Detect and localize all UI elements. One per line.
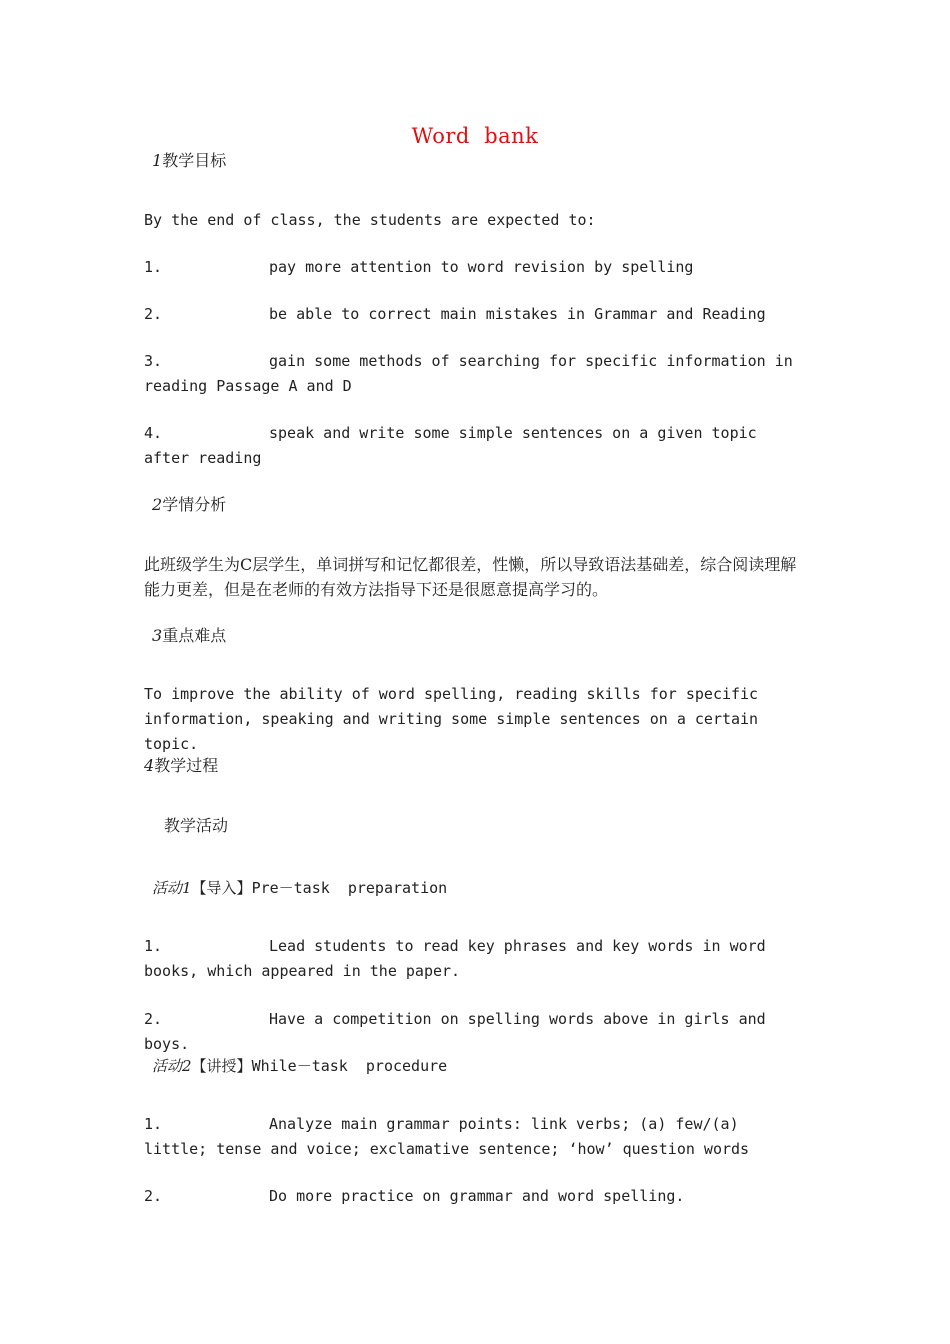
item-number: 1. <box>144 937 163 955</box>
section-number: 2 <box>152 495 163 514</box>
objective-item <box>144 302 794 327</box>
document-title: Word bank <box>411 124 539 148</box>
item-text: gain some methods of searching for specific information in reading Passage A and D <box>144 352 793 395</box>
objective-item <box>144 421 794 471</box>
item-text: Do more practice on grammar and word spelling. <box>269 1187 685 1205</box>
item-text: Analyze main grammar points: link verbs; (a) few/(a) little; tense and voice; exclamative sentence; ‘how’ question words <box>144 1115 750 1158</box>
item-number: 2. <box>144 1010 163 1028</box>
activity-1-heading <box>152 877 447 899</box>
activities-label: 教学活动 <box>164 816 229 835</box>
item-number: 4. <box>144 424 163 442</box>
section-label: 教学目标 <box>162 151 227 170</box>
activity-name: While－task procedure <box>251 1057 448 1075</box>
activity-2-item <box>144 1112 794 1162</box>
section-number: 3 <box>152 626 163 645</box>
item-number: 1. <box>144 1115 163 1133</box>
activity-name: Pre－task preparation <box>251 879 448 897</box>
item-text: pay more attention to word revision by spelling <box>269 258 694 276</box>
section-heading-analysis <box>152 494 226 516</box>
activity-type: 【导入】 <box>191 879 252 897</box>
objective-item <box>144 349 794 399</box>
activity-1-item <box>144 934 794 984</box>
section-number: 4 <box>144 756 155 775</box>
key-points-paragraph: To improve the ability of word spelling, reading skills for specific information, speaking and writing some simple sentences on a certain topic. <box>144 685 759 753</box>
section-heading-objectives <box>152 150 226 172</box>
activity-label: 活动1 <box>152 879 192 897</box>
objectives-intro: By the end of class, the students are expected to: <box>144 211 596 229</box>
section-label: 学情分析 <box>162 495 227 514</box>
objective-item <box>144 255 794 280</box>
section-number: 1 <box>152 151 163 170</box>
item-text: speak and write some simple sentences on a given topic after reading <box>144 424 757 467</box>
item-number: 2. <box>144 1187 163 1205</box>
item-text: Have a competition on spelling words above in girls and boys. <box>144 1010 766 1053</box>
activity-2-item <box>144 1184 794 1209</box>
item-number: 2. <box>144 305 163 323</box>
section-label: 重点难点 <box>162 626 227 645</box>
section-heading-key-points <box>152 625 226 647</box>
activity-2-heading <box>152 1055 447 1077</box>
section-label: 教学过程 <box>154 756 219 775</box>
analysis-paragraph: 此班级学生为C层学生，单词拼写和记忆都很差，性懒，所以导致语法基础差，综合阅读理解能力更差，但是在老师的有效方法指导下还是很愿意提高学习的。 <box>144 555 797 599</box>
item-number: 3. <box>144 352 163 370</box>
item-number: 1. <box>144 258 163 276</box>
activity-1-item <box>144 1007 794 1057</box>
item-text: be able to correct main mistakes in Grammar and Reading <box>269 305 766 323</box>
activity-type: 【讲授】 <box>191 1057 252 1075</box>
section-heading-process <box>144 755 218 777</box>
activity-label: 活动2 <box>152 1057 192 1075</box>
item-text: Lead students to read key phrases and key words in word books, which appeared in the paper. <box>144 937 766 980</box>
